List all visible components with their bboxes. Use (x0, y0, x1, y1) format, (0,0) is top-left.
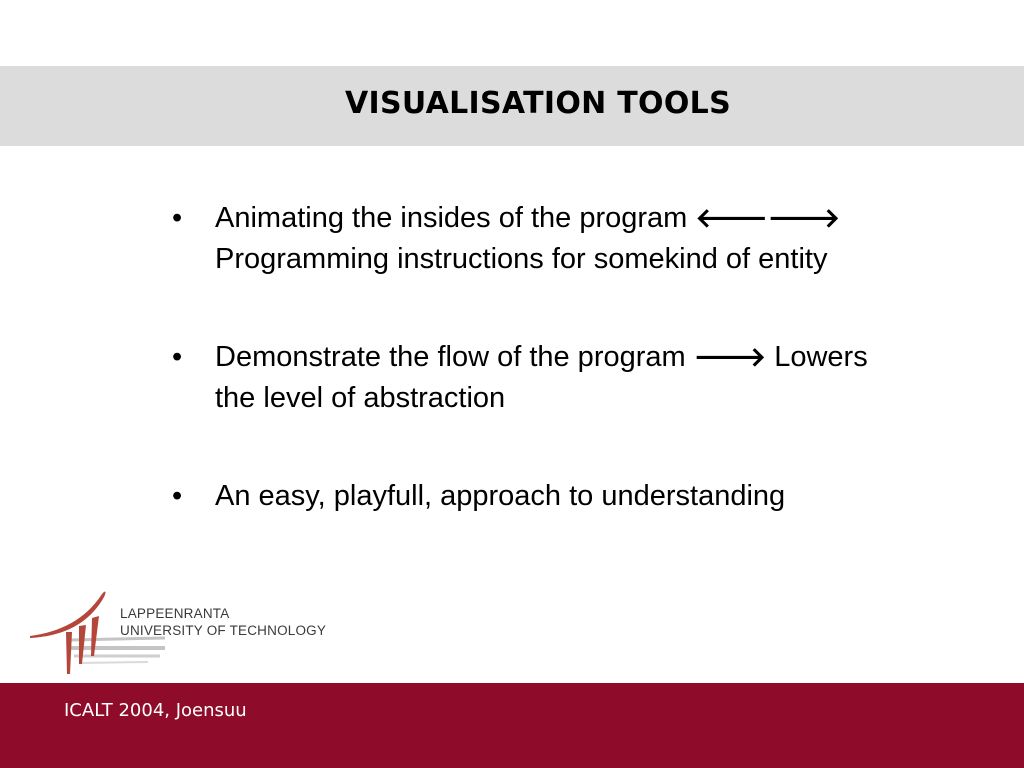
bullet-line: the level of abstraction (215, 382, 506, 414)
double-arrow-icon: 🡐🡒 (695, 203, 841, 234)
bullet-line: Programming instructions for somekind of entity (215, 243, 828, 275)
bullet-line-text: Lowers (774, 341, 868, 373)
university-name (120, 605, 326, 639)
footer-band (0, 683, 1024, 768)
bullet-line (215, 337, 972, 378)
slide-title: VISUALISATION TOOLS (345, 86, 731, 121)
bullet-text (215, 198, 972, 280)
bullet-item (172, 476, 972, 517)
bullet-dot: • (172, 202, 183, 234)
bullet-dot: • (172, 341, 183, 373)
right-arrow-icon: 🡒 (693, 342, 767, 373)
bullet-item (172, 337, 972, 419)
university-name-line: UNIVERSITY OF TECHNOLOGY (120, 623, 327, 638)
bullet-line: An easy, playfull, approach to understanding (215, 480, 786, 512)
bullet-line (215, 198, 972, 239)
university-name-line: LAPPEENRANTA (120, 606, 230, 621)
bullet-list (172, 198, 972, 517)
bullet-item (172, 198, 972, 280)
bullet-line-text: Demonstrate the flow of the program (215, 341, 686, 373)
bullet-text (215, 337, 972, 419)
bullet-dot: • (172, 480, 183, 512)
bullet-line-text: Animating the insides of the program (215, 202, 688, 234)
bullet-text (215, 476, 972, 517)
footer-text: ICALT 2004, Joensuu (64, 700, 247, 721)
